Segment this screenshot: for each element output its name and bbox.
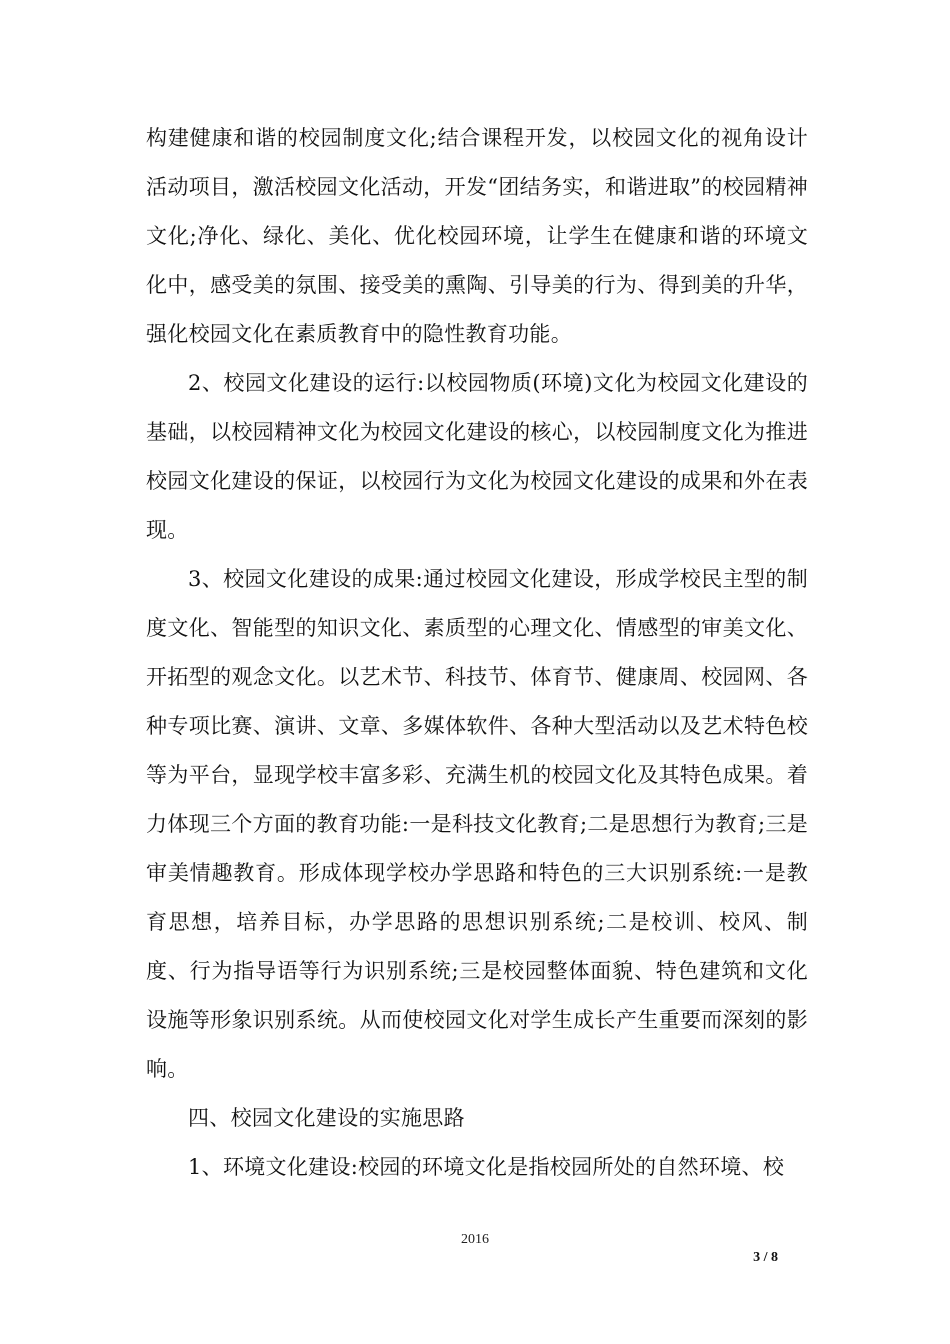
paragraph-environment: 1、环境文化建设:校园的环境文化是指校园所处的自然环境、校 — [188, 1155, 785, 1179]
paragraph-operation: 2、校园文化建设的运行:以校园物质(环境)文化为校园文化建设的基础，以校园精神文化为校园文化建设的核心，以校园制度文化为推进校园文化建设的保证，以校园行为文化为校园文化建设的成果和外在表现。 — [146, 371, 808, 542]
page-number: 3 / 8 — [753, 1250, 778, 1265]
paragraph-continuation: 构建健康和谐的校园制度文化;结合课程开发，以校园文化的视角设计活动项目，激活校园文化活动，开发“团结务实，和谐进取”的校园精神文化;净化、绿化、美化、优化校园环境，让学生在健康和谐的环境文化中，感受美的氛围、接受美的熏陶、引导美的行为、得到美的升华，强化校园文化在素质教育中的隐性教育功能。 — [146, 126, 808, 346]
body-text — [146, 114, 808, 1192]
paragraph-results: 3、校园文化建设的成果:通过校园文化建设，形成学校民主型的制度文化、智能型的知识文化、素质型的心理文化、情感型的审美文化、开拓型的观念文化。以艺术节、科技节、体育节、健康周、校园网、各种专项比赛、演讲、文章、多媒体软件、各种大型活动以及艺术特色校等为平台，显现学校丰富多彩、充满生机的校园文化及其特色成果。着力体现三个方面的教育功能:一是科技文化教育;二是思想行为教育;三是审美情趣教育。形成体现学校办学思路和特色的三大识别系统:一是教育思想，培养目标，办学思路的思想识别系统;二是校训、校风、制度、行为指导语等行为识别系统;三是校园整体面貌、特色建筑和文化设施等形象识别系统。从而使校园文化对学生成长产生重要而深刻的影响。 — [146, 567, 808, 1081]
footer-year: 2016 — [461, 1232, 489, 1247]
section-heading: 四、校园文化建设的实施思路 — [188, 1106, 465, 1130]
